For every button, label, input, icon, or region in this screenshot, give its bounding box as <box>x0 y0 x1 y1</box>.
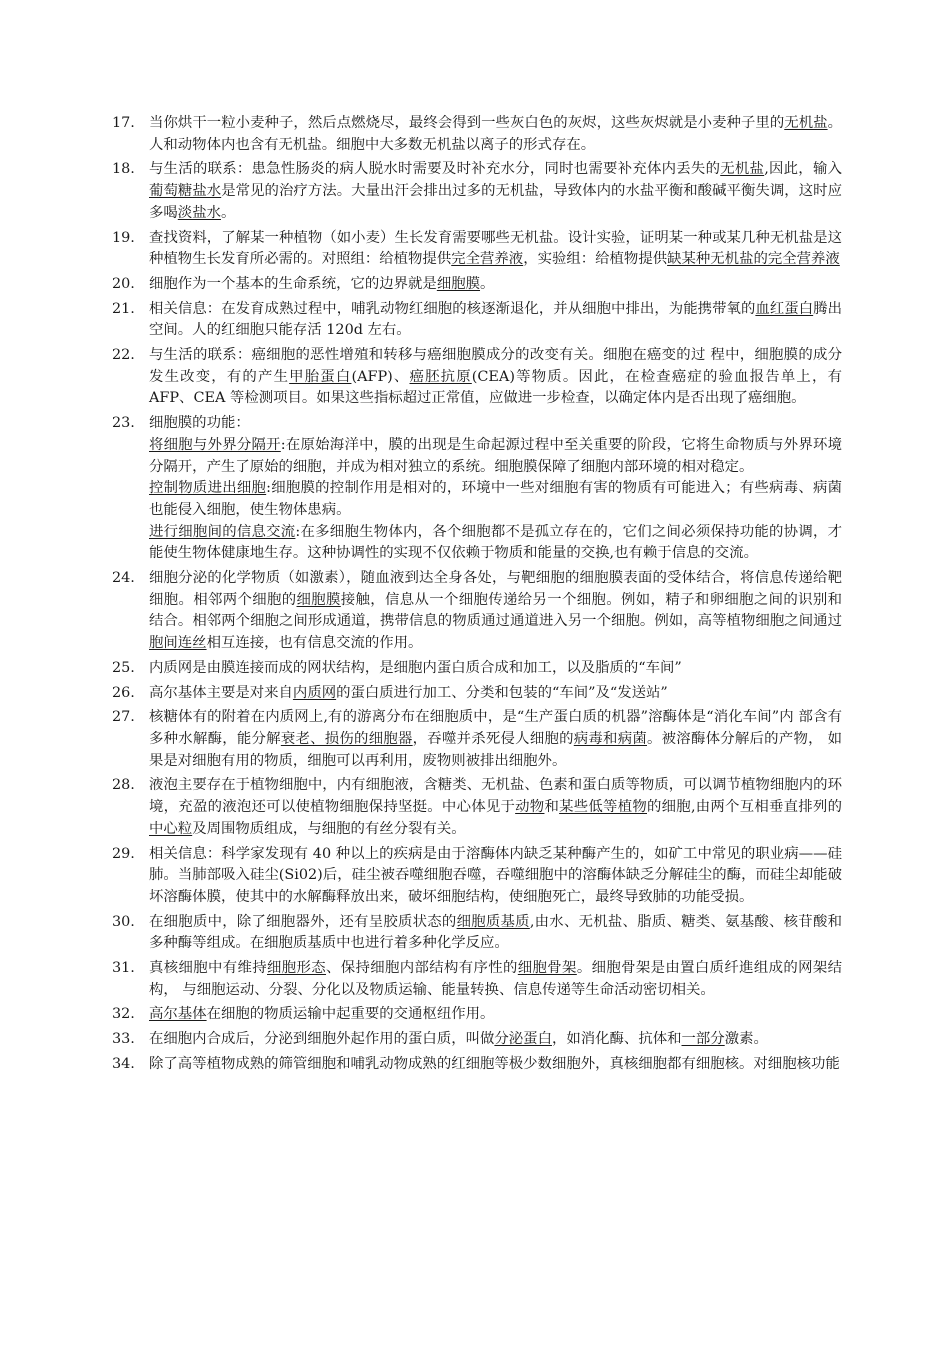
text-segment: 。 人和动物体内也含有无机盐。细胞中大多数无机盐以离子的形式存在。 <box>149 115 842 153</box>
text-segment: 的细胞,由两个互相垂直排列的 <box>647 799 842 816</box>
item-text <box>149 228 842 271</box>
text-segment: 。被溶酶体分解后的产物， 如果是对细胞有用的物质，细胞可以再利用，废物则被排出细胞外。 <box>149 730 842 769</box>
underlined-term: 细胞膜 <box>296 591 341 608</box>
text-segment: (CEA)等物质。因此，在检查癌症的验血报告单上，有 AFP、CEA 等检测项目。如果这些指标超过正常值，应做进一步检查，以确定体内是否出现了癌细胞。 <box>149 368 842 407</box>
item-text <box>149 658 842 680</box>
text-segment: 。 <box>480 275 495 292</box>
text-segment: 当你烘干一粒小麦种子，然后点燃烧尽，最终会得到一些灰白色的灰烬，这些灰烬就是小麦种子里的 <box>149 115 785 131</box>
underlined-term: 病毒和病菌 <box>573 730 647 747</box>
underlined-term: 缺某种无机盐的完全营养液 <box>667 251 840 268</box>
item-text <box>149 299 842 342</box>
underlined-term: 细胞骨架 <box>517 960 577 977</box>
item-text <box>149 1054 842 1076</box>
list-item <box>112 568 842 655</box>
list-item <box>112 658 842 680</box>
item-number: 22. <box>112 347 135 364</box>
list-item <box>112 707 842 772</box>
text-segment: :在原始海洋中，膜的出现是生命起源过程中至关重要的阶段，它将生命物质与外界环境 分隔开，产生了原始的细胞，并成为相对独立的系统。细胞膜保障了细胞内部环境的相对稳定。 <box>149 436 842 475</box>
item-number: 24. <box>112 570 135 587</box>
text-segment: 及周围物质组成，与细胞的有丝分裂有关。 <box>192 820 466 837</box>
item-text <box>149 345 842 410</box>
underlined-term: 无机盐 <box>720 161 765 178</box>
item-text <box>149 568 842 655</box>
list-item <box>112 159 842 224</box>
item-number: 19. <box>112 229 135 246</box>
underlined-term: 细胞质基质 <box>456 913 530 930</box>
text-segment: ，吞噬并杀死侵人细胞的 <box>412 730 574 747</box>
underlined-term: 某些低等植物 <box>559 799 647 816</box>
item-text <box>149 912 842 955</box>
item-text <box>149 707 842 772</box>
item-text <box>149 844 842 909</box>
item-number: 33. <box>112 1031 135 1048</box>
item-number: 29. <box>112 845 135 862</box>
item-number: 27. <box>112 709 135 726</box>
list-item <box>112 775 842 840</box>
item-text <box>149 775 842 840</box>
underlined-term: 完全营养液 <box>451 251 524 268</box>
underlined-term: 葡萄糖盐水 <box>149 183 222 200</box>
text-segment: 在细胞的物质运输中起重要的交通枢纽作用。 <box>206 1006 495 1023</box>
text-segment: 、保持细胞内部结构有序性的 <box>326 960 518 977</box>
underlined-term: 分泌蛋白 <box>494 1031 552 1048</box>
list-item <box>112 113 842 156</box>
text-segment: 激素。 <box>724 1031 768 1048</box>
item-text <box>149 683 842 705</box>
underlined-term: 一部分 <box>681 1031 725 1048</box>
text-segment: 内质网是由膜连接而成的网状结构，是细胞内蛋白质合成和加工，以及脂质的“车间” <box>149 659 682 676</box>
item-number: 32. <box>112 1006 135 1023</box>
text-segment: 腾出 空间。人的红细胞只能存活 120d 左右。 <box>149 300 842 339</box>
item-number: 25. <box>112 659 135 676</box>
underlined-term: 中心粒 <box>149 820 193 837</box>
underlined-term: 癌胚抗原 <box>409 368 472 385</box>
underlined-term: 内质网 <box>292 684 337 701</box>
text-segment: 细胞作为一个基本的生命系统，它的边界就是 <box>149 275 437 292</box>
text-segment: 。细胞骨架是由置白质纤進组成的网架结构， 与细胞运动、分裂、分化以及物质运输、能量转换、信息传递等生命活动密切相关。 <box>149 960 842 998</box>
item-number: 17. <box>112 115 135 131</box>
item-text <box>149 958 842 1001</box>
text-segment: 。 <box>220 204 236 221</box>
item-text <box>149 413 842 435</box>
list-item <box>112 958 842 1001</box>
text-segment: 和 <box>544 799 560 816</box>
text-segment: 相关信息：科学家发现有 40 种以上的疾病是由于溶酶体内缺乏某种酶产生的，如矿工中常见的职业病——硅 肺。当肺部吸入硅尘(Si02)后，硅尘被吞噬细胞吞噬，吞噬细胞中的溶酶体缺乏分解硅尘的酶，而硅尘却能破 坏溶酶体膜，使其中的水解酶释放出来，破坏细胞结构，使细胞死亡，最终导致肺的功能受损。 <box>149 845 842 905</box>
underlined-term: 无机盐 <box>784 115 828 131</box>
item-text <box>149 274 842 296</box>
underlined-term: 进行细胞间的信息交流 <box>149 523 296 540</box>
text-segment: 在细胞内合成后，分泌到细胞外起作用的蛋白质，叫做 <box>149 1031 495 1048</box>
sub-paragraph <box>149 522 842 565</box>
list-item <box>112 228 842 271</box>
underlined-term: 细胞形态 <box>267 960 327 977</box>
text-segment: 在细胞质中，除了细胞器外，还有呈胶质状态的 <box>149 913 457 930</box>
list-item <box>112 1004 842 1026</box>
list-item <box>112 1054 842 1076</box>
underlined-term: 高尔基体 <box>149 1006 207 1023</box>
text-segment: 的蛋白质进行加工、分类和包装的“车间”及“发送站” <box>336 684 668 701</box>
item-text <box>149 1004 842 1026</box>
list-item <box>112 413 842 565</box>
text-segment: :在多细胞生物体内，各个细胞都不是孤立存在的，它们之间必须保持功能的协调，才 能使生物体健康地生存。这种协调性的实现不仅依赖于物质和能量的交换,也有赖于信息的交流。 <box>149 523 842 562</box>
text-segment: 高尔基体主要是对来自 <box>149 684 293 701</box>
item-number: 18. <box>112 161 135 178</box>
underlined-term: 淡盐水 <box>177 204 221 221</box>
text-segment: 相互连接，也有信息交流的作用。 <box>206 635 423 652</box>
text-segment: 细胞分泌的化学物质（如激素），随血液到达全身各处，与靶细胞的细胞膜表面的受体结合，将信息传递给靶 细胞。相邻两个细胞的 <box>149 570 842 608</box>
list-item <box>112 683 842 705</box>
sub-paragraph <box>149 435 842 478</box>
text-segment: 接触，信息从一个细胞传递给另一个细胞。例如，精子和卵细胞之间的识别和 结合。相邻两个细胞之间形成通道，携带信息的物质通过通道进入另一个细胞。例如，高等植物细胞之间通过 <box>149 591 842 630</box>
item-text <box>149 159 842 224</box>
item-number: 28. <box>112 777 135 794</box>
text-segment: 真核细胞中有维持 <box>149 960 268 977</box>
underlined-term: 控制物质进出细胞 <box>149 480 267 497</box>
text-segment: 查找资料，了解某一种植物（如小麦）生长发育需要哪些无机盐。设计实验，证明某一种或某几种无机盐是这 种植物生长发育所必需的。对照组：给植物提供 <box>149 229 842 268</box>
text-segment: ,由水、无机盐、脂质、糖类、氨基酸、核苷酸和 多种酶等组成。在细胞质基质中也进行着多种化学反应。 <box>149 913 842 952</box>
item-number: 30. <box>112 913 135 930</box>
item-number: 21. <box>112 300 135 317</box>
list-item <box>112 345 842 410</box>
text-segment: 与生活的联系：癌细胞的恶性增殖和转移与癌细胞膜成分的改变有关。细胞在癌变的过 程中，细胞膜的成分发生改变，有的产生 <box>149 347 842 385</box>
item-number: 23. <box>112 415 135 432</box>
underlined-term: 细胞膜 <box>436 275 481 292</box>
list-item <box>112 844 842 909</box>
underlined-term: 血红蛋白 <box>755 300 814 317</box>
text-segment: 是常见的治疗方法。大量出汗会排出过多的无机盐，导致体内的水盐平衡和酸碱平衡失调，这时应 多喝 <box>149 183 842 221</box>
underlined-term: 甲胎蛋白 <box>289 368 352 385</box>
text-segment: 相关信息：在发育成熟过程中，哺乳动物红细胞的核逐渐退化，并从细胞中排出，为能携带氧的 <box>149 300 756 317</box>
item-number: 31. <box>112 960 135 977</box>
sub-paragraph <box>149 478 842 521</box>
text-segment: ，如消化酶、抗体和 <box>551 1031 682 1048</box>
list-item <box>112 1029 842 1051</box>
text-segment: :细胞膜的控制作用是相对的，环境中一些对细胞有害的物质有可能进入；有些病毒、病菌 也能侵入细胞，使生物体患病。 <box>149 480 842 518</box>
list-item <box>112 274 842 296</box>
text-segment: (AFP)、 <box>351 368 410 385</box>
text-segment: ，实验组：给植物提供 <box>523 251 668 268</box>
item-number: 34. <box>112 1055 135 1072</box>
document-page <box>112 113 842 1076</box>
underlined-term: 胞间连丝 <box>149 635 207 652</box>
text-segment: 与生活的联系：患急性肠炎的病人脱水时需要及时补充水分，同时也需要补充体内丢失的 <box>149 161 721 178</box>
underlined-term: 将细胞与外界分隔开 <box>149 436 281 453</box>
item-text <box>149 113 842 156</box>
list-item <box>112 299 842 342</box>
text-segment: 液泡主要存在于植物细胞中，内有细胞液，含糖类、无机盐、色素和蛋白质等物质，可以调节植物细胞内的环 境，充盈的液泡还可以使植物细胞保持坚挺。中心体见于 <box>149 777 842 816</box>
underlined-term: 动物 <box>515 799 545 816</box>
text-segment: 除了高等植物成熟的筛管细胞和哺乳动物成熟的红细胞等极少数细胞外，真核细胞都有细胞核。对细胞核功能 <box>149 1055 840 1072</box>
item-text <box>149 1029 842 1051</box>
underlined-term: 衰老、损伤的细胞器 <box>280 730 413 747</box>
text-segment: ,因此，输入 <box>764 161 842 178</box>
item-number: 20. <box>112 275 135 292</box>
text-segment: 细胞膜的功能： <box>149 415 250 432</box>
text-segment: 核糖体有的附着在内质网上,有的游离分布在细胞质中，是“生产蛋白质的机器”溶酶体是“消化车间”内 部含有多种水解酶，能分解 <box>149 709 842 747</box>
item-number: 26. <box>112 684 135 701</box>
list-item <box>112 912 842 955</box>
